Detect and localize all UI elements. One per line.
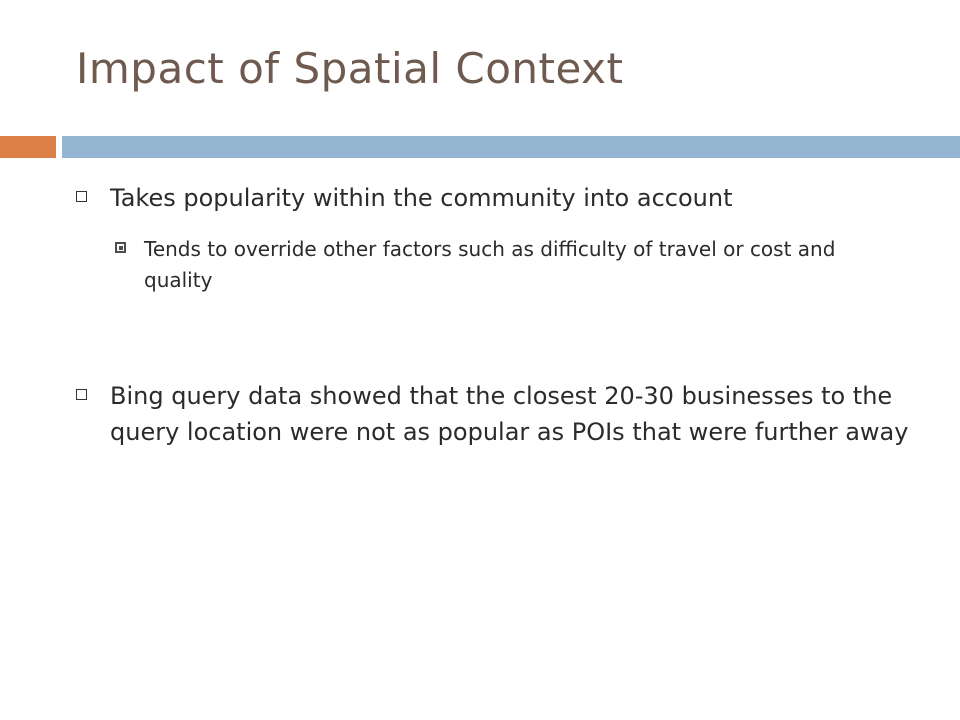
- sub-bullet-item: [144, 234, 874, 296]
- bullet-text: Bing query data showed that the closest 20-30 businesses to the query location were not as popular as POIs that were further away: [110, 382, 909, 446]
- accent-bar-blue: [62, 136, 960, 158]
- slide-title: Impact of Spatial Context: [76, 44, 624, 93]
- nested-square-icon: [115, 242, 126, 253]
- hollow-square-icon: [76, 191, 87, 202]
- accent-bar-orange: [0, 136, 56, 158]
- bullet-item: [110, 180, 910, 216]
- bullet-text: Takes popularity within the community into account: [110, 184, 733, 212]
- bullet-item: [110, 378, 910, 450]
- hollow-square-icon: [76, 389, 87, 400]
- sub-bullet-text: Tends to override other factors such as difficulty of travel or cost and quality: [144, 237, 836, 292]
